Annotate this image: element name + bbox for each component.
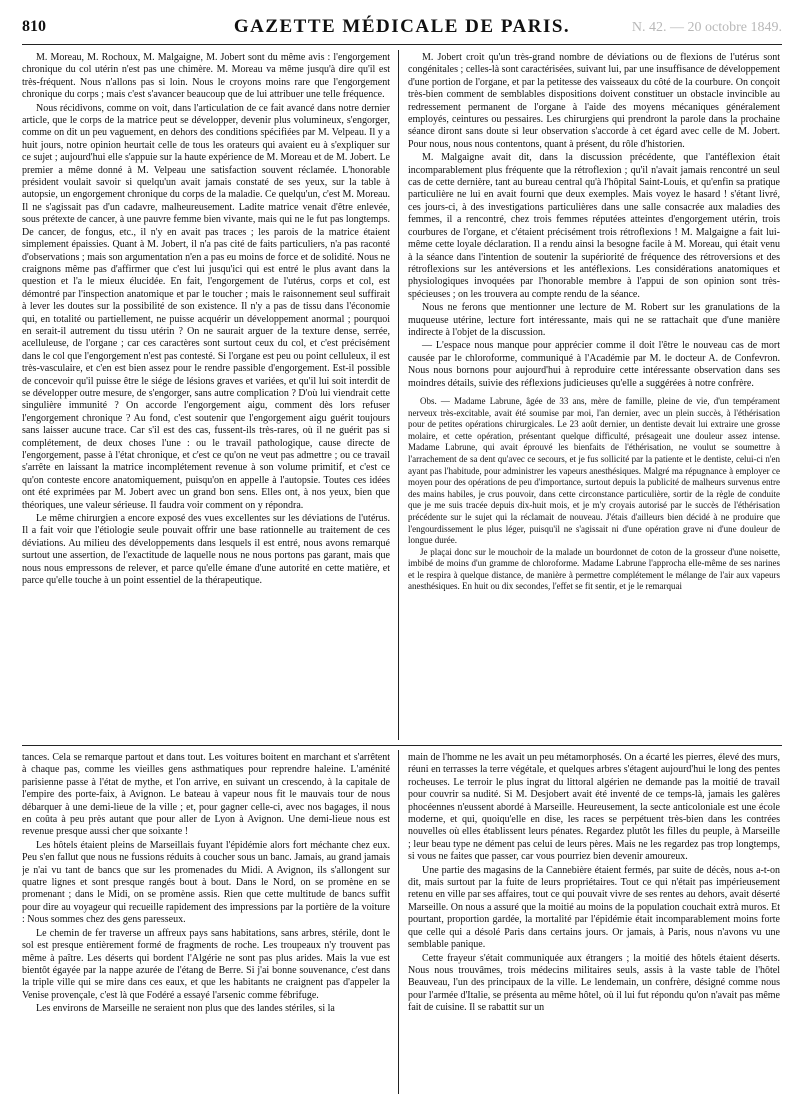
paragraph: M. Jobert croit qu'un très-grand nombre de déviations ou de flexions de l'utérus sont congénitales ; celles-là sont caractérisées, suivant lui, par une insuffisance de développement d'une portion de l'organe, et par la petitesse des vaisseaux du côté de la courbure. On conçoit très-bien comment de semblables dispositions doivent constituer un obstacle invincible au redressement permanent de l'organe à l'aide des moyens mécaniques généralement employés, ceintures ou pessaires. Les chirurgiens qui prendront la parole dans la prochaine séance diront sans doute si leur observation s'accorde à cet égard avec celle de M. Jobert. Pour nous, nous nous contentons, quant à présent, du rôle d'historien. (408, 52, 780, 150)
paragraph: Nous ne ferons que mentionner une lecture de M. Robert sur les granulations de la muqueuse utérine, lecture fort intéressante, mais qui ne se rattachait que d'une manière indirecte à l'objet de la discussion. (408, 302, 780, 338)
paragraph: Une partie des magasins de la Cannebière étaient fermés, par suite de décès, nous a-t-on dit, mais surtout par la fuite de leurs propriétaires. Tout ce qui n'était pas impérieusement retenu en ville par ses affaires, tout ce qui pouvait vivre de ses rentes au dehors, avait déserté Marseille. On nous a assuré que la moitié au moins de la population couchait extrà muros. Et pourtant, proportion gardée, la mortalité par l'épidémie était incomparablement moins forte que celle qui a désolé Paris dans certains jours. Or jamais, à Paris, nous n'avons vu une semblable panique. (408, 864, 780, 951)
section-rule (22, 745, 782, 746)
paragraph: tances. Cela se remarque partout et dans tout. Les voitures boitent en marchant et s'arrêtent à chaque pas, comme les vieilles gens asthmatiques pour reprendre haleine. L'aménité parisienne passe à l'état de mythe, et l'on arrive, en suivant un crescendo, à la capitale de l'empire des porte-faix, à Avignon. Le bateau à vapeur nous fit le mauvais tour de nous débarquer à une demi-lieue de la ville ; et, pour gagner celle-ci, avec nos bagages, il nous en coûta à peu près autant que pour aller de Lyon à Avignon. Une demi-lieue nous est revenue presque aussi cher que soixante ! (22, 752, 390, 838)
lower-right-column (408, 752, 780, 1094)
paragraph: Cette frayeur s'était communiquée aux étrangers ; la moitié des hôtels étaient déserts. Nous nous trouvâmes, trois médecins militaires seuls, assis à la vaste table de l'hôtel Beauveau, l'un des principaux de la ville. Le lendemain, un confrère, désigné comme nous pour l'armée d'Italie, se présenta au même hôtel, où il lui fut répondu qu'on n'avait pas même fait de cuisine. Il se rabattit sur un (408, 952, 780, 1014)
header-rule (22, 44, 782, 45)
column-divider (398, 750, 399, 1094)
upper-right-column (408, 52, 780, 740)
upper-left-column (22, 52, 390, 740)
paragraph: M. Moreau, M. Rochoux, M. Malgaigne, M. Jobert sont du même avis : l'engorgement chronique du col utérin n'est pas une chimère. M. Moreau va même jusqu'à dire qu'il est très-fréquent. Nous n'allons pas si loin. Nous le croyons moins rare que l'engorgement chronique du corps ; mais c'est s'avancer beaucoup que de lui attribuer une telle fréquence. (22, 52, 390, 101)
observation-paragraph: Obs. — Madame Labrune, âgée de 33 ans, mère de famille, pleine de vie, d'un tempérament nerveux très-excitable, avait été soumise par moi, l'an dernier, avec un plein succès, à l'éthérisation pour de petites opérations chirurgicales. Le 23 août dernier, un dentiste devait lui extraire une grosse molaire, et cette opération, présentant quelque difficulté, présageait une douleur assez intense. Madame Labrune, qui avait éprouvé les bienfaits de l'éthérisation, ne voulut se soumettre à l'arrachement de sa dent qu'avec ce secours, et je fus sollicité par la patiente et le dentiste, celui-ci n'en ayant pas l'habitude, pour administrer les vapeurs anesthésiques. Malgré ma répugnance à employer ce moyen pour des opérations de peu d'importance, surtout depuis la publicité de malheurs survenus entre des mains habiles, je crus pouvoir, dans cette circonstance particulière, sortir de la règle de conduite que je me suis tracée depuis dix-huit mois, et je m'y croyais autorisé par le succès de l'éthérisation précédente sur le sujet qui la réclamait de nouveau. J'étais d'ailleurs bien décidé à ne produire que l'engourdissement le plus léger, puisqu'il ne s'agissait ni d'une opération grave ni d'une douleur de longue durée. (408, 395, 780, 546)
paragraph: Nous récidivons, comme on voit, dans l'articulation de ce fait avancé dans notre dernier article, que le corps de la matrice peut se développer, devenir plus volumineux, s'engorger, comme on dit un peu vaguement, en dehors des conditions spécifiées par M. Velpeau. Il y a huit jours, notre opinion heurtait celle de tous les orateurs qui avaient eu à s'expliquer sur ce sujet ; aujourd'hui elle s'appuie sur la haute expérience de M. Moreau et de M. Jobert. Le premier a même donné à M. Velpeau une satisfaction souvent réclamée. L'honorable président voulait savoir si quelqu'un avait jamais constaté de ses yeux, sur la table à autopsie, un engorgement chronique du corps de la maladie. Ce quelqu'un, c'est M. Moreau. Il ne s'agissait pas d'un cadavre, malheureusement. Ladite matrice venait d'être enlevée, sous prétexte de cancer, à une pauvre femme bien vivante, mais qui ne le fut pas longtemps. De cancer, de fongus, etc., il n'y en avait pas traces ; les parois de la matrice étaient simplement épaissies. Quant à M. Jobert, il n'a pas cité de faits particuliers, n'a pas raconté d'observations ; mais son argumentation n'en a pas eu moins de force et de solidité. Nous ne craignons même pas d'affirmer que c'est lui jusqu'ici qui est entré le plus avant dans la question et l'a le mieux élucidée. En fait, l'engorgement de l'utérus, corps et col, est démontré par l'inspection anatomique et par le toucher ; mais le raisonnement seul suffirait à lever les doutes sur la possibilité de son existence. Il n'y a pas de tissu dans l'économie qui, en totalité ou partiellement, ne puisse acquérir un développement anormal ; pourquoi en serait-il autrement du tissu utérin ? On ne saurait arguer de la texture dense, serrée, acelluleuse, de l'organe ; car ces caractères sont surtout ceux du col, et c'est précisément dans le col que l'engorgement n'est pas contesté. Si l'organe est peu ou point celluleux, il est très-vasculaire, et c'en est bien assez pour le rendre passible d'engorgement. Est-il possible de concevoir qu'il puisse être le siége de lésions graves et variées, et qu'il lui soit interdit de se développer outre mesure, de s'engorger, sans autre complication ? D'où lui viendrait cette singulière immunité ? On accorde l'engorgement aigu, comment dès lors refuser l'engorgement chronique ? Au fond, c'est soutenir que l'engorgement aigu guérit toujours sans laisser aucune trace. Car s'il est des cas, fussent-ils très-rares, où il ne guérit pas si complétement, de deux choses l'une : ou le travail pathologique, cause directe de l'engorgement, passe à l'état chronique, et c'est ce qu'on ne veut pas admettre ; ou ce travail s'arrête en laissant la matrice incomplétement revenue à son volume primitif, et c'est ce qu'on conteste encore anatomiquement, puisqu'on en appelle à l'autopsie. Toutes ces idées ont été exprimées par M. Jobert avec un grand bon sens. Elles ont, à nos yeux, bien que théoriques, une valeur sérieuse. Il faudra voir comment on y répondra. (22, 102, 390, 511)
column-divider (398, 50, 399, 740)
issue-date: N. 42. — 20 octobre 1849. (631, 20, 782, 35)
paragraph: — L'espace nous manque pour apprécier comme il doit l'être le nouveau cas de mort causée par le chloroforme, communiqué à l'Académie par M. le docteur A. de Confevron. Nous nous bornons pour aujourd'hui à reproduire cette intéressante observation dans ses moindres détails, suivie des réflexions judicieuses qu'elle a suggérées à notre confrère. (408, 340, 780, 389)
paragraph: Les environs de Marseille ne seraient non plus que des landes stériles, si la (36, 1003, 335, 1015)
paragraph: main de l'homme ne les avait un peu métamorphosés. On a écarté les pierres, élevé des murs, réuni en terrasses la terre végétale, et quelques arbres s'étagent aujourd'hui le long des pentes rocheuses. Le terroir le plus ingrat du littoral algérien ne demande pas la moitié de travail pour couvrir sa nudité. Si M. Desjobert avait été inventé de ce temps-là, jamais les galères phocéennes n'eussent abordé à Marseille. Heureusement, la secte anticoloniale est une école moderne, et qui, quoiqu'elle en dise, les races se perpétuent très-bien dans les contrées nouvelles où elles établissent leurs pénates. Regardez plutôt les filles du peuple, à Marseille ; leur beau type ne dément pas celui de leurs pères. Mais ne les regardez pas trop longtemps, si vous ne faites que passer, car vous pourriez bien devenir amoureux. (408, 752, 780, 863)
page-header (22, 10, 782, 40)
paragraph: Le même chirurgien a encore exposé des vues excellentes sur les déviations de l'utérus. Il a fait voir que l'étiologie seule pouvait offrir une base rationnelle au traitement de ces déviations. Au milieu des développements dans lesquels il est entré, nous avons remarqué surtout une assertion, de l'exactitude de laquelle nous ne nous portons pas garant, mais que nous nous empressons de relever, et parce qu'elle émane d'une autorité en cette matière, et parce qu'elle touche à un point essentiel de la thérapeutique. (22, 513, 390, 587)
observation-paragraph: Je plaçai donc sur le mouchoir de la malade un bourdonnet de coton de la grosseur d'une noisette, imbibé de moins d'un gramme de chloroforme. Madame Labrune l'approcha elle-même de ses narines et le respira à quelque distance, de manière à permettre complétement le mélange de l'air aux vapeurs anesthésiques. En huit ou dix secondes, l'effet se fit sentir, et je le remarquai (408, 546, 780, 592)
lower-left-column (22, 752, 390, 1094)
paragraph: Les hôtels étaient pleins de Marseillais fuyant l'épidémie alors fort méchante chez eux. Peu s'en fallut que nous ne fussions réduits à coucher sous un banc. Jamais, au grand jamais je n'ai vu tant de bancs que sur les promenades du Midi. A Avignon, ils s'allongent sur quatre lignes et sont presque rangés bout à bout. Dans le Nord, on se promène en se promenant ; dans le Midi, on se promène assis. Rien que cette multitude de bancs suffit pour dire au voyageur qui recueille rapidement des impressions par la portière de la voiture : Nous sommes chez des gens paresseux. (22, 839, 390, 926)
journal-title: GAZETTE MÉDICALE DE PARIS. (233, 16, 571, 37)
paragraph: M. Malgaigne avait dit, dans la discussion précédente, que l'antéflexion était incomparablement plus fréquente que la rétroflexion ; qu'il n'avait jamais rencontré un seul cas de cette dernière, tant au bureau central qu'à l'hôpital Saint-Louis, et qu'enfin sa pratique particulière ne lui en avait fourni que deux exemples. Mais voyez le hasard ! s'étant livré, ces jours-ci, à des investigations particulières dans une salle consacrée aux maladies des femmes, il a rencontré, chez trois femmes réputées atteintes d'engorgement utérin, trois courbures de l'organe, et c'étaient précisément trois rétroflexions ! M. Malgaigne a fait lui-même cette loyale déclaration. Il a rendu ainsi la besogne facile à M. Moreau, qui était venu à la séance dans l'intention de soutenir la supériorité de fréquence des rétroversions et des rétroflexions sur les antéversions et les antéflexions. Les considérations anatomiques et physiologiques invoquées par l'honorable membre à l'appui de son opinion sont très-spécieuses ; on les trouvera au compte rendu de la séance. (408, 152, 780, 300)
paragraph: Le chemin de fer traverse un affreux pays sans habitations, sans arbres, stérile, dont le sol est presque entièrement formé de fragments de roche. Les troupeaux n'y trouvent pas même à paître. Les déserts qui bordent l'Algérie ne sont pas plus arides. Mais la vue est bientôt égayée par la nappe azurée de l'étang de Berre. Si j'ai bonne souvenance, c'est dans la triple ville qui se mire dans ces eaux, et que les habitants ne craignent pas d'appeler la Venise provençale, c'est là que Fodéré a essayé l'arsenic comme fébrifuge. (22, 927, 390, 1001)
page-number: 810 (22, 18, 46, 35)
